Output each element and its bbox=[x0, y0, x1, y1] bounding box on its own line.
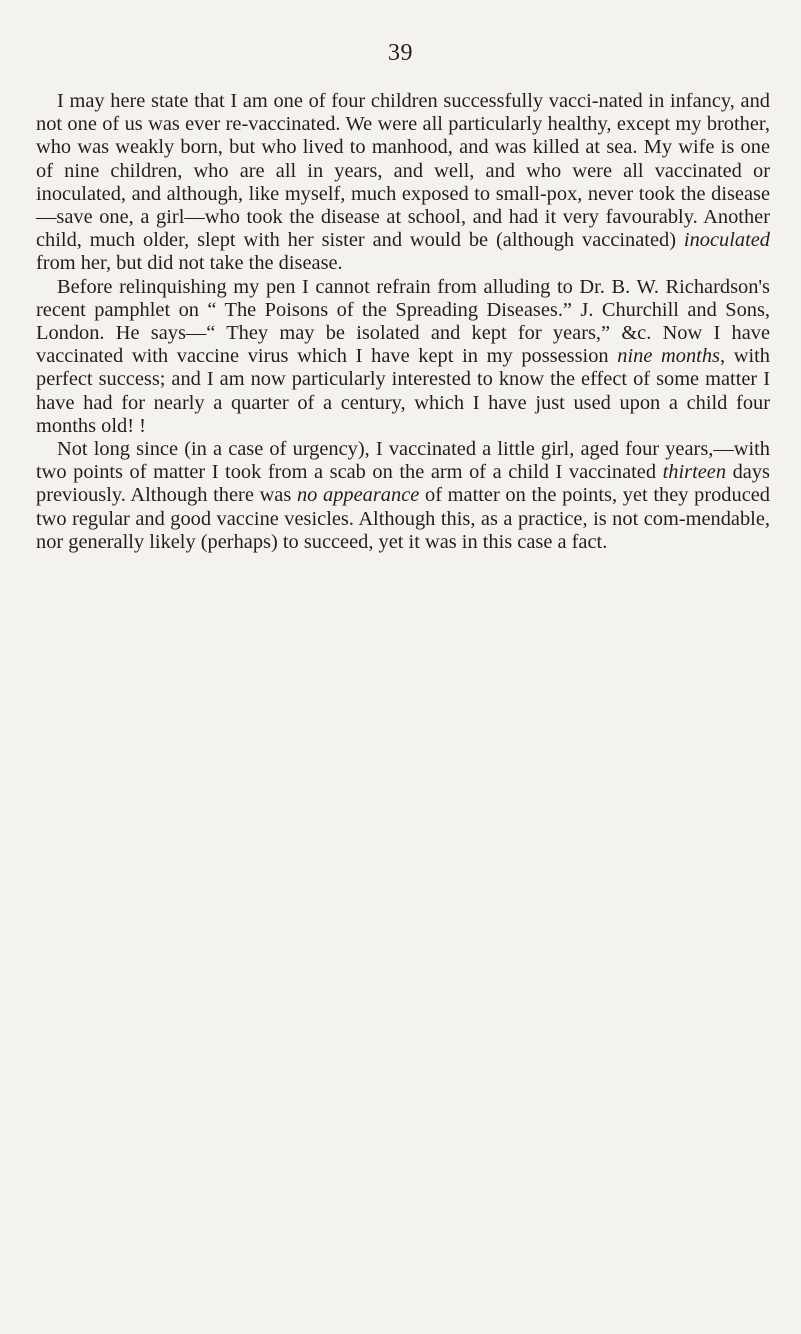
page-number: 39 bbox=[388, 40, 413, 66]
text-segment: days previously. Although there was bbox=[36, 461, 770, 507]
text-segment: , with perfect success; and I am now particularly interested to know the effect of some matter I have had for nearly a quarter of a century, which I have just used upon a child four months old! ! bbox=[36, 345, 770, 437]
italic-segment: thirteen bbox=[662, 461, 727, 484]
italic-segment: nine months bbox=[617, 345, 720, 368]
page-body bbox=[36, 90, 770, 554]
paragraph-scab-matter bbox=[36, 438, 770, 554]
paragraph-vaccination-family bbox=[36, 90, 770, 276]
italic-segment: no appearance bbox=[296, 484, 420, 507]
text-segment: from her, but did not take the disease. bbox=[36, 252, 343, 275]
italic-segment: inoculated bbox=[683, 229, 770, 252]
paragraph-richardson-pamphlet bbox=[36, 276, 770, 438]
text-segment: Before relinquishing my pen I cannot refrain from alluding to Dr. B. W. Richardson's recent pamphlet on “ The Poisons of the Spreading Diseases.” J. Churchill and Sons, London. He says—“ They may be isolated and kept for years,” &c. Now I have vaccinated with vaccine virus which I have kept in my possession bbox=[36, 275, 770, 368]
text-segment: Not long since (in a case of urgency), I vaccinated a little girl, aged four years,—with two points of matter I took from a scab on the arm of a child I vaccinated bbox=[36, 438, 770, 484]
text-segment: of matter on the points, yet they produced two regular and good vaccine vesicles. Although this, as a practice, is not com-mendable, nor generally likely (perhaps) to succeed, yet it was in this case a fact. bbox=[36, 484, 770, 553]
text-segment: I may here state that I am one of four children successfully vacci-nated in infancy, and not one of us was ever re-vaccinated. We were all particularly healthy, except my brother, who was weakly born, but who lived to manhood, and was killed at sea. My wife is one of nine children, who are all in years, and well, and who were all vaccinated or inoculated, and although, like myself, much exposed to small-pox, never took the disease—save one, a girl—who took the disease at school, and had it very favourably. Another child, much older, slept with her sister and would be (although vaccinated) bbox=[36, 90, 770, 252]
